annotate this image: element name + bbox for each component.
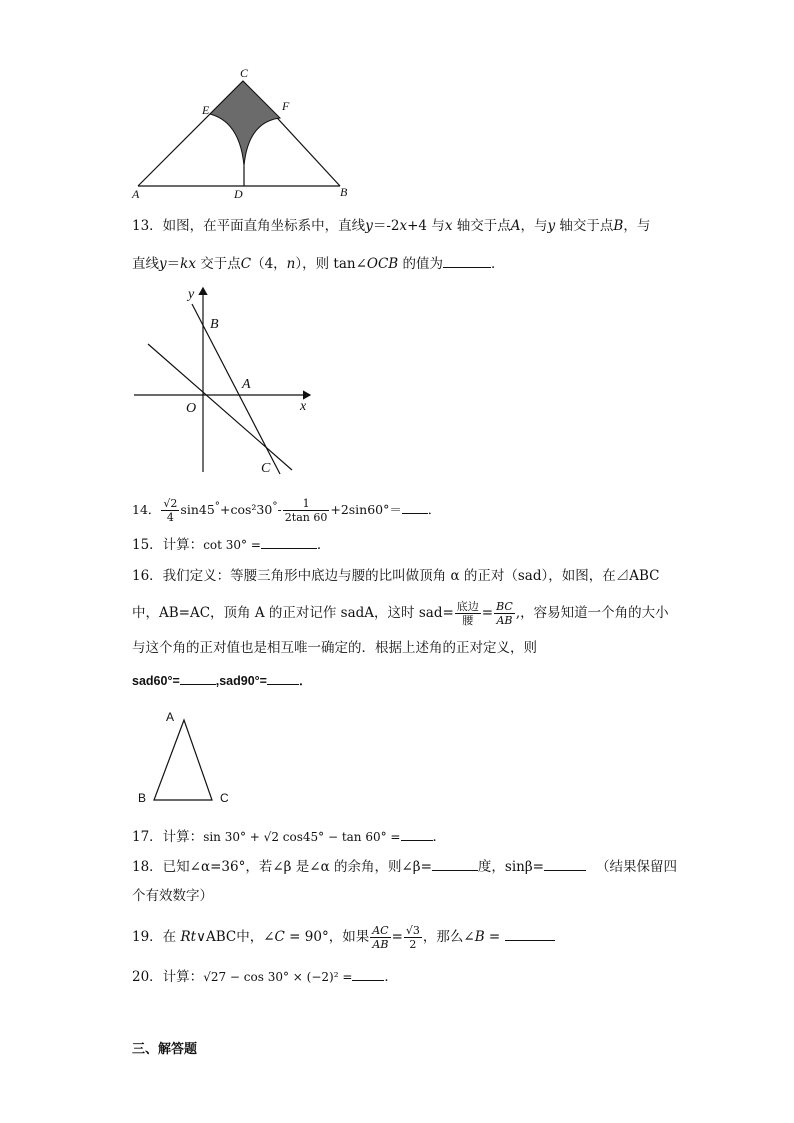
label-B: B <box>138 791 147 805</box>
label-A: A <box>166 710 175 724</box>
q18-line2: 个有效数字） <box>132 888 213 904</box>
label-D: D <box>234 187 243 201</box>
q19-answer-blank <box>505 926 555 941</box>
label-C: C <box>220 791 229 805</box>
figure-16-isosceles-triangle <box>134 706 238 806</box>
frac-1-over-2tan60: $\frac{1}{2\tan 60}$ <box>284 497 328 525</box>
q18-answer-blank-1 <box>432 856 478 871</box>
q16-answer-blank-1 <box>180 670 216 685</box>
frac-sqrt2-over-4: $\frac{√2}{4}$ <box>163 497 178 525</box>
label-y: y <box>188 287 195 302</box>
frac-base-over-leg: $\frac{\text{底边}}{\text{腰}}$ <box>456 600 479 627</box>
label-x: x <box>300 399 307 414</box>
q13-answer-blank <box>443 253 491 268</box>
q17-answer-blank <box>401 826 433 841</box>
label-A: A <box>132 187 140 201</box>
label-F: F <box>282 99 290 113</box>
frac-AC-over-AB: $\frac{AC}{AB}$ <box>372 924 389 951</box>
q16-line4: sad60°= ,sad90°= ． <box>132 670 311 691</box>
label-O: O <box>186 401 197 416</box>
q13-line2: 直线y＝kx 交于点C（4，n），则 tan∠OCB 的值为 ． <box>132 253 505 274</box>
label-C: C <box>240 66 249 80</box>
q18-line1: 18．已知∠α=36°，若∠β 是∠α 的余角，则∠β= 度，sinβ= （结果保留四 <box>132 856 677 877</box>
label-B: B <box>340 185 348 199</box>
q18-answer-blank-2 <box>544 856 586 871</box>
label-C: C <box>261 461 271 476</box>
q15-answer-blank <box>261 534 317 549</box>
label-E: E <box>202 103 210 117</box>
label-A: A <box>242 377 251 392</box>
figure-12-triangle <box>128 62 358 202</box>
q14: 14． $\frac{√2}{4}$ sin45°+cos²30°- $\frac{1}{2\tan 60}$ +2sin60°＝ ． <box>132 497 441 525</box>
q19: 19．在 Rt∨ABC中，∠C = 90°，如果 $\frac{AC}{AB}$ = $\frac{√3}{2}$ ，那么∠B = <box>132 924 555 951</box>
q16-line2: 中，AB=AC，顶角 A 的正对记作 sadA，这时 sad= $\frac{\text{底边}}{\text{腰}}$ = $\frac{BC}{AB}$ ,，容易知道一个角的大小 <box>132 600 669 627</box>
q16-line1: 16．我们定义：等腰三角形中底边与腰的比叫做顶角 α 的正对（sad），如图，在⊿ABC <box>132 568 660 584</box>
frac-BC-over-AB: $\frac{BC}{AB}$ <box>496 600 513 627</box>
figure-13-coordinate-plane <box>130 282 320 478</box>
q13-line1: 13．如图，在平面直角坐标系中，直线y＝-2x+4 与x 轴交于点A，与y 轴交于点B，与 <box>132 218 651 234</box>
q15: 15．计算：cot 30° = ． <box>132 534 330 555</box>
q16-line3: 与这个角的正对值也是相互唯一确定的．根据上述角的正对定义，则 <box>132 640 537 656</box>
section-heading: 三、解答题 <box>132 1042 198 1057</box>
frac-sqrt3-over-2: $\frac{√3}{2}$ <box>405 924 420 951</box>
q20-answer-blank <box>352 966 384 981</box>
line-OC <box>148 344 292 470</box>
q20: 20．计算：√27 − cos 30° × (−2)² = ． <box>132 966 398 987</box>
label-B: B <box>210 317 219 332</box>
q17: 17．计算：sin 30° + √2 cos45° − tan 60° = ． <box>132 826 446 847</box>
q14-answer-blank <box>402 499 428 514</box>
q16-answer-blank-2 <box>267 670 299 685</box>
